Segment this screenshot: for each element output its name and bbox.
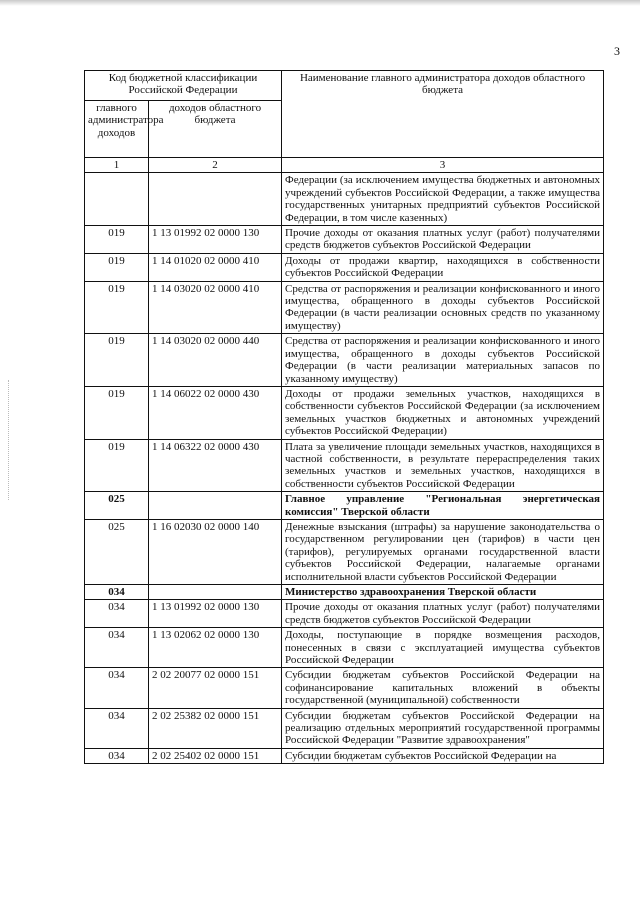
admin-code-cell: 019 bbox=[85, 439, 149, 492]
admin-code-cell: 019 bbox=[85, 226, 149, 254]
table-row bbox=[85, 281, 604, 334]
revenue-name-cell: Прочие доходы от оказания платных услуг (работ) получателями средств бюджетов субъектов Российской Федерации bbox=[282, 600, 604, 628]
table-row bbox=[85, 708, 604, 748]
scan-edge-top bbox=[0, 0, 640, 6]
table-row bbox=[85, 334, 604, 387]
revenue-code-cell: 1 14 01020 02 0000 410 bbox=[149, 253, 282, 281]
page-number: 3 bbox=[614, 44, 620, 58]
table-row bbox=[85, 439, 604, 492]
revenue-code-cell: 1 14 03020 02 0000 410 bbox=[149, 281, 282, 334]
admin-code-cell: 034 bbox=[85, 585, 149, 600]
header-name-column: Наименование главного администратора доходов областного бюджета bbox=[282, 71, 604, 158]
revenue-code-cell: 2 02 25382 02 0000 151 bbox=[149, 708, 282, 748]
admin-code-cell: 034 bbox=[85, 708, 149, 748]
header-row-1 bbox=[85, 71, 604, 101]
revenue-name-cell: Федерации (за исключением имущества бюджетных и автономных учреждений субъектов Российской Федерации, а также имущества государственных унитарных предприятий субъектов Российской Федерации, в том числе казенных) bbox=[282, 173, 604, 226]
table-row bbox=[85, 628, 604, 668]
revenue-name-cell: Доходы от продажи земельных участков, находящихся в собственности субъектов Российской Федерации (за исключением земельных участков бюджетных и автономных учреждений субъектов Российской Федерации) bbox=[282, 386, 604, 439]
table-row bbox=[85, 600, 604, 628]
revenue-name-cell: Прочие доходы от оказания платных услуг (работ) получателями средств бюджетов субъектов Российской Федерации bbox=[282, 226, 604, 254]
revenue-code-cell: 2 02 25402 02 0000 151 bbox=[149, 748, 282, 763]
revenue-code-cell: 1 14 03020 02 0000 440 bbox=[149, 334, 282, 387]
budget-classification-table bbox=[84, 70, 604, 764]
header-number-2: 2 bbox=[149, 158, 282, 173]
admin-code-cell bbox=[85, 173, 149, 226]
admin-code-cell: 034 bbox=[85, 600, 149, 628]
revenue-code-cell bbox=[149, 173, 282, 226]
revenue-name-cell: Субсидии бюджетам субъектов Российской Федерации на софинансирование капитальных вложений в объекты государственной (муниципальной) собственности bbox=[282, 668, 604, 708]
revenue-name-cell: Министерство здравоохранения Тверской области bbox=[282, 585, 604, 600]
table-row bbox=[85, 492, 604, 520]
revenue-name-cell: Плата за увеличение площади земельных участков, находящихся в частной собственности, в результате перераспределения таких земельных участков и земельных участков, находящихся в собственности субъектов Российской Федерации bbox=[282, 439, 604, 492]
revenue-name-cell: Доходы, поступающие в порядке возмещения расходов, понесенных в связи с эксплуатацией имущества субъектов Российской Федерации bbox=[282, 628, 604, 668]
table-row bbox=[85, 748, 604, 763]
revenue-code-cell: 1 13 02062 02 0000 130 bbox=[149, 628, 282, 668]
revenue-name-cell: Средства от распоряжения и реализации конфискованного и иного имущества, обращенного в доходы субъектов Российской Федерации (в части реализации материальных запасов по указанному имуществу) bbox=[282, 334, 604, 387]
revenue-code-cell: 1 14 06022 02 0000 430 bbox=[149, 386, 282, 439]
admin-code-cell: 019 bbox=[85, 386, 149, 439]
revenue-name-cell: Субсидии бюджетам субъектов Российской Федерации на bbox=[282, 748, 604, 763]
admin-code-cell: 019 bbox=[85, 253, 149, 281]
revenue-name-cell: Доходы от продажи квартир, находящихся в собственности субъектов Российской Федерации bbox=[282, 253, 604, 281]
table-row bbox=[85, 585, 604, 600]
admin-code-cell: 034 bbox=[85, 628, 149, 668]
header-admin-column: главного администратора доходов bbox=[85, 101, 149, 158]
header-group-title: Код бюджетной классификации Российской Федерации bbox=[85, 71, 282, 101]
revenue-code-cell: 1 16 02030 02 0000 140 bbox=[149, 519, 282, 584]
scan-edge-left bbox=[8, 380, 10, 500]
revenue-name-cell: Денежные взыскания (штрафы) за нарушение законодательства о государственном регулировании цен (тарифов) в части цен (тарифов), регулируемых органами государственной власти субъектов Российской Федерации, налагаемые органами исполнительной власти субъектов Российской Федерации bbox=[282, 519, 604, 584]
table-row bbox=[85, 519, 604, 584]
header-number-3: 3 bbox=[282, 158, 604, 173]
revenue-code-cell: 1 14 06322 02 0000 430 bbox=[149, 439, 282, 492]
header-number-row bbox=[85, 158, 604, 173]
revenue-name-cell: Субсидии бюджетам субъектов Российской Федерации на реализацию отдельных мероприятий государственной программы Российской Федерации "Развитие здравоохранения" bbox=[282, 708, 604, 748]
admin-code-cell: 019 bbox=[85, 281, 149, 334]
admin-code-cell: 034 bbox=[85, 748, 149, 763]
table-row bbox=[85, 253, 604, 281]
table-row bbox=[85, 668, 604, 708]
admin-code-cell: 019 bbox=[85, 334, 149, 387]
revenue-code-cell: 2 02 20077 02 0000 151 bbox=[149, 668, 282, 708]
header-number-1: 1 bbox=[85, 158, 149, 173]
revenue-name-cell: Главное управление "Региональная энергетическая комиссия" Тверской области bbox=[282, 492, 604, 520]
table-row bbox=[85, 386, 604, 439]
revenue-code-cell bbox=[149, 492, 282, 520]
admin-code-cell: 025 bbox=[85, 519, 149, 584]
admin-code-cell: 034 bbox=[85, 668, 149, 708]
table-row bbox=[85, 226, 604, 254]
revenue-code-cell bbox=[149, 585, 282, 600]
revenue-name-cell: Средства от распоряжения и реализации конфискованного и иного имущества, обращенного в доходы субъектов Российской Федерации (в части реализации основных средств по указанному имуществу) bbox=[282, 281, 604, 334]
revenue-code-cell: 1 13 01992 02 0000 130 bbox=[149, 600, 282, 628]
table-row bbox=[85, 173, 604, 226]
admin-code-cell: 025 bbox=[85, 492, 149, 520]
header-code-column: доходов областного бюджета bbox=[149, 101, 282, 158]
revenue-code-cell: 1 13 01992 02 0000 130 bbox=[149, 226, 282, 254]
